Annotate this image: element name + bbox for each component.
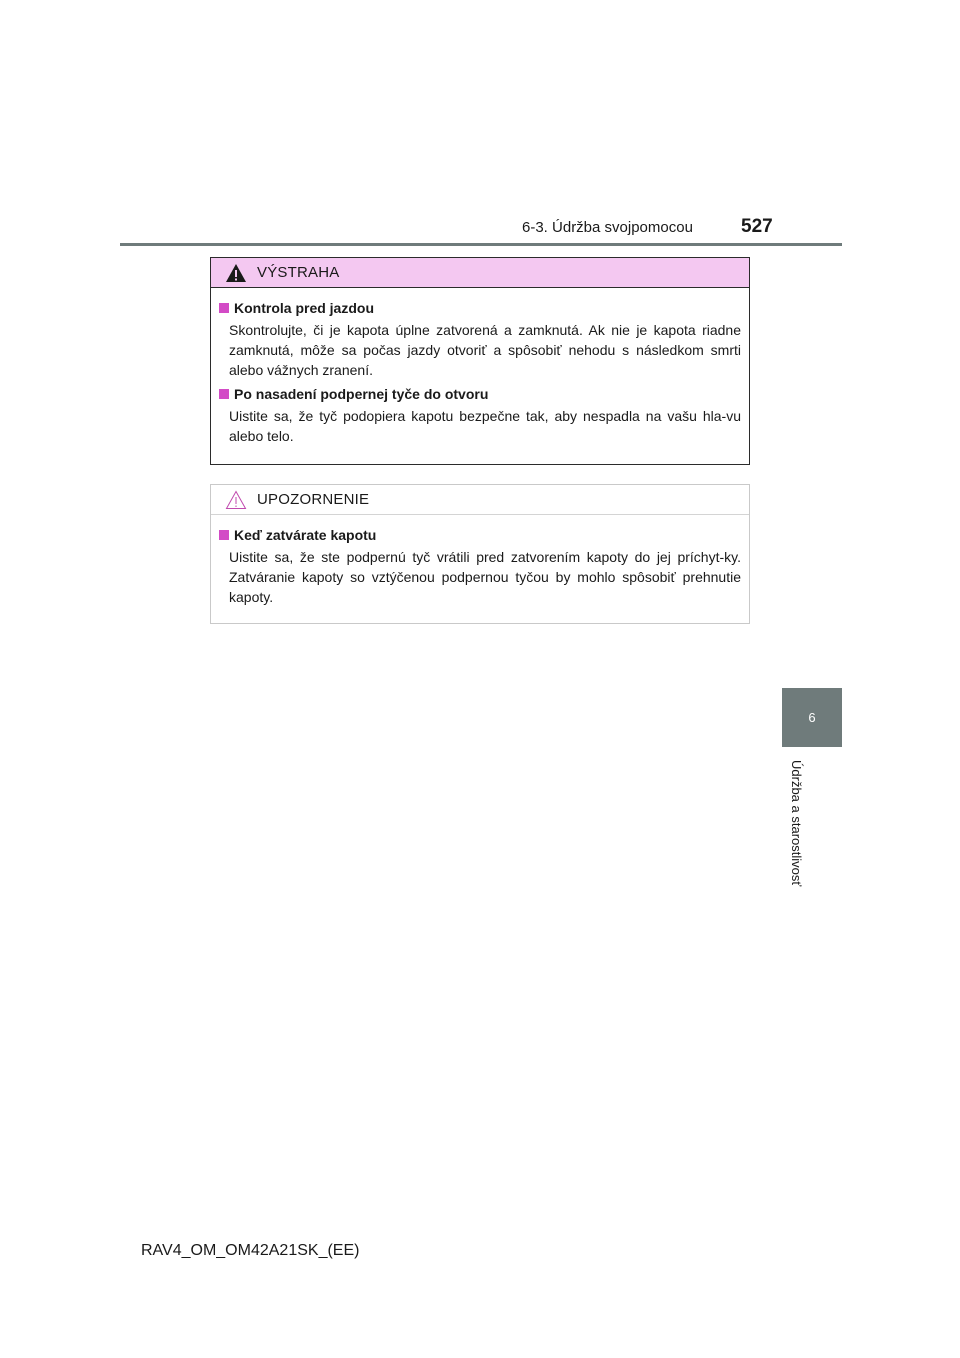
warning-triangle-icon — [225, 263, 247, 283]
bullet-square-icon — [219, 389, 229, 399]
header-rule — [120, 243, 842, 246]
caution-body — [211, 515, 749, 607]
chapter-number: 6 — [808, 710, 816, 725]
document-code: RAV4_OM_OM42A21SK_(EE) — [141, 1242, 360, 1259]
item-heading: Kontrola pred jazdou — [234, 300, 374, 316]
warning-header — [211, 258, 749, 288]
header-section-title: 6-3. Údržba svojpomocou — [522, 219, 693, 236]
warning-item — [219, 386, 741, 446]
chapter-tab — [782, 688, 842, 747]
item-heading: Keď zatvárate kapotu — [234, 527, 377, 543]
caution-header — [211, 485, 749, 515]
caution-box — [210, 484, 750, 624]
bullet-square-icon — [219, 530, 229, 540]
caution-item — [219, 527, 741, 607]
bullet-square-icon — [219, 303, 229, 313]
warning-title: VÝSTRAHA — [257, 264, 340, 281]
item-text: Uistite sa, že ste podpernú tyč vrátili pred zatvorením kapoty do jej príchyt-ky. Zatváranie kapoty so vztýčenou podpernou tyčou by mohlo spôsobiť prehnutie kapoty. — [229, 549, 741, 605]
warning-item — [219, 300, 741, 380]
item-heading: Po nasadení podpernej tyče do otvoru — [234, 386, 489, 402]
item-text: Uistite sa, že tyč podopiera kapotu bezpečne tak, aby nespadla na vašu hla-vu alebo telo. — [229, 408, 741, 444]
caution-title: UPOZORNENIE — [257, 491, 370, 508]
warning-body — [211, 288, 749, 446]
page-number: 527 — [741, 216, 773, 237]
caution-triangle-icon — [225, 490, 247, 510]
chapter-label: Údržba a starostlivosť — [789, 760, 804, 887]
warning-box — [210, 257, 750, 465]
item-text: Skontrolujte, či je kapota úplne zatvorená a zamknutá. Ak nie je kapota riadne zamknutá, môže sa počas jazdy otvoriť a spôsobiť nehodu s následkom smrti alebo vážnych zranení. — [229, 322, 741, 378]
